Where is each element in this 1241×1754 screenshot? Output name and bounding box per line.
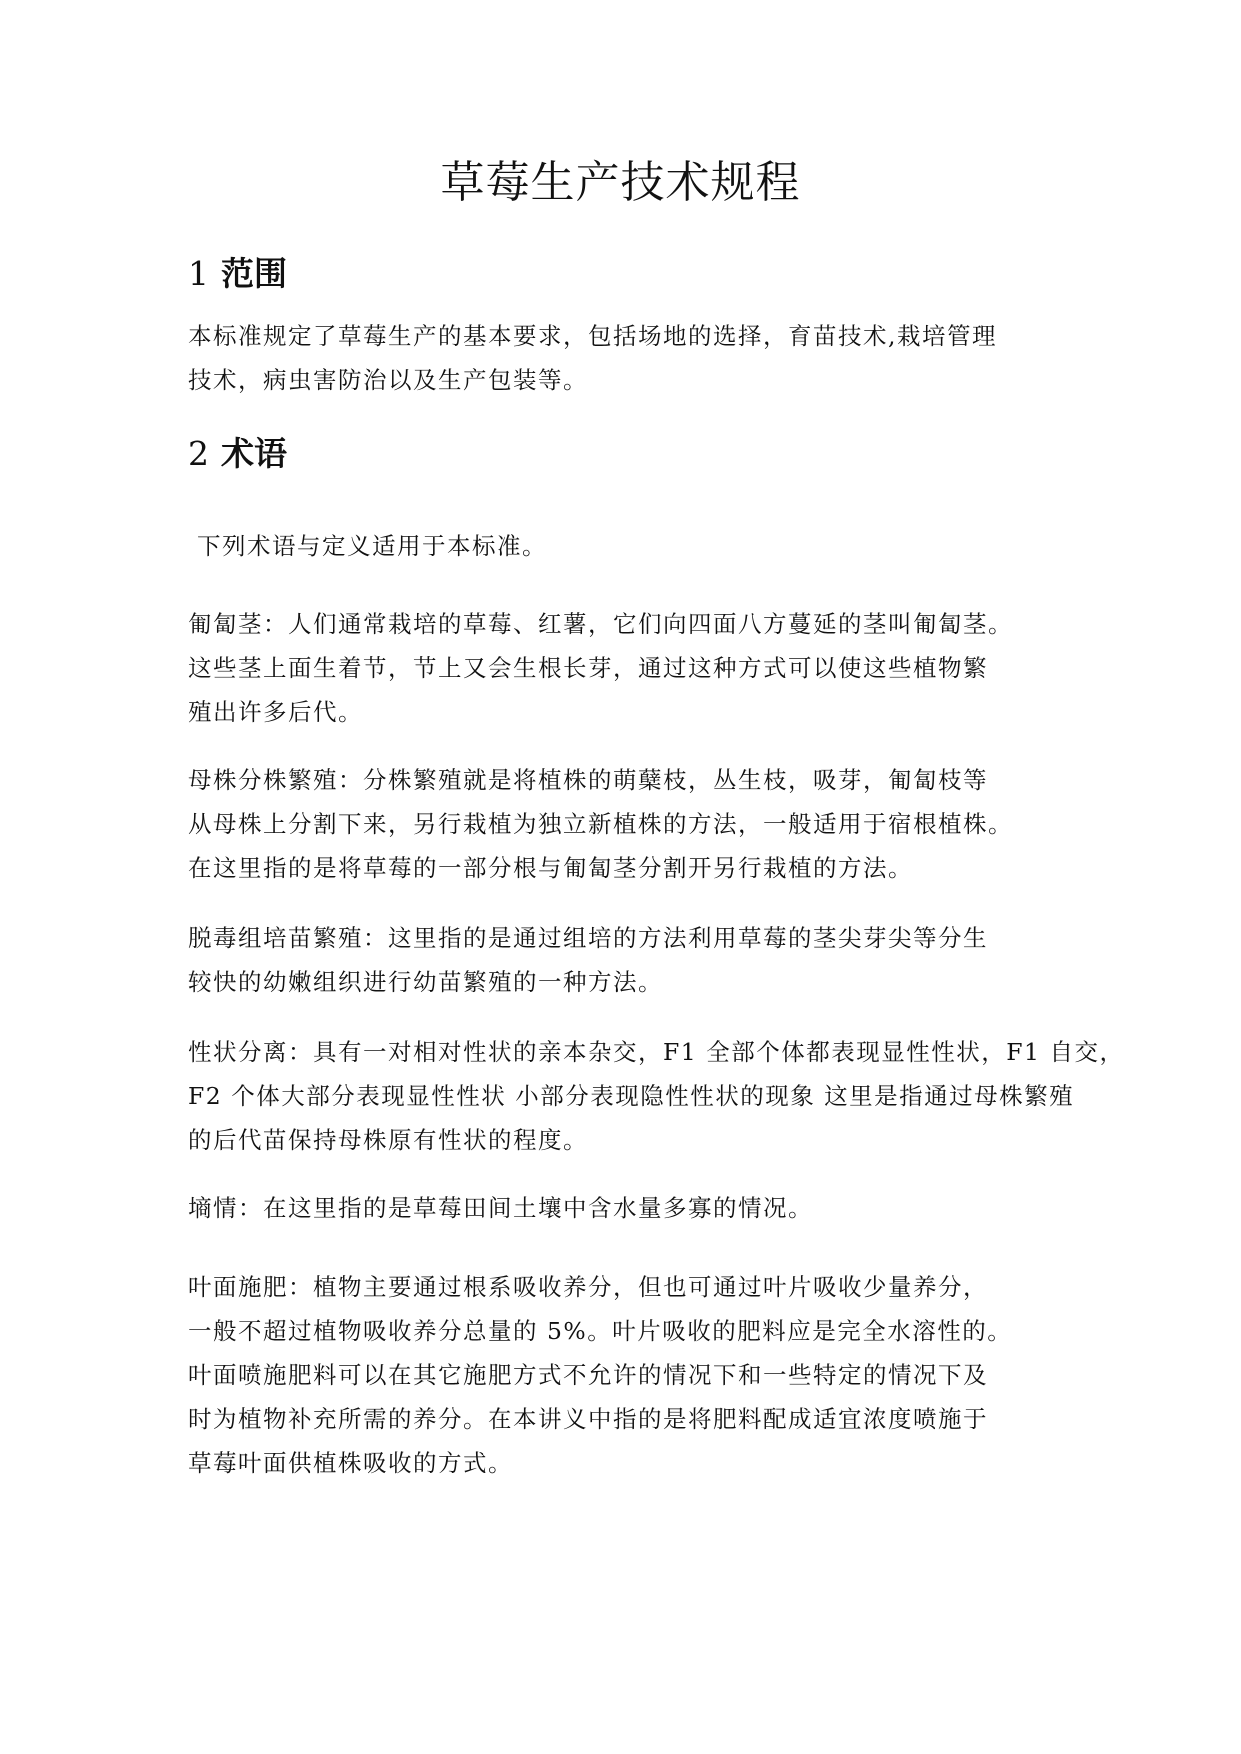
paragraph-stolon (188, 602, 1068, 734)
paragraph-scope (188, 314, 1068, 402)
paragraph-line: 母株分株繁殖：分株繁殖就是将植株的萌蘖枝，丛生枝，吸芽，匍匐枝等 (188, 766, 988, 794)
paragraph-line: 叶面施肥：植物主要通过根系吸收养分，但也可通过叶片吸收少量养分， (188, 1273, 988, 1301)
paragraph-line: 的后代苗保持母株原有性状的程度。 (188, 1126, 588, 1154)
paragraph-line: 技术，病虫害防治以及生产包装等。 (188, 366, 588, 394)
paragraph-line: 从母株上分割下来，另行栽植为独立新植株的方法，一般适用于宿根植株。 (188, 810, 1013, 838)
section-number: 2 (188, 434, 209, 473)
section-title: 范围 (221, 254, 287, 293)
section-number: 1 (188, 254, 209, 293)
paragraph-foliar-fertilization (188, 1265, 1068, 1485)
paragraph-line: F2 个体大部分表现显性性状 小部分表现隐性性状的现象 这里是指通过母株繁殖 (188, 1082, 1075, 1110)
section-heading-scope (188, 252, 287, 296)
paragraph-line: 本标准规定了草莓生产的基本要求，包括场地的选择，育苗技术,栽培管理 (188, 322, 997, 350)
paragraph-terms-intro (188, 524, 1068, 568)
paragraph-line: 性状分离：具有一对相对性状的亲本杂交，F1 全部个体都表现显性性状，F1 自交， (188, 1038, 1125, 1066)
paragraph-trait-segregation (188, 1030, 1125, 1162)
section-title: 术语 (221, 434, 287, 473)
paragraph-line: 叶面喷施肥料可以在其它施肥方式不允许的情况下和一些特定的情况下及 (188, 1361, 988, 1389)
section-heading-terms (188, 432, 287, 476)
paragraph-line: 脱毒组培苗繁殖：这里指的是通过组培的方法利用草莓的茎尖芽尖等分生 (188, 924, 988, 952)
paragraph-line: 下列术语与定义适用于本标准。 (188, 532, 547, 560)
paragraph-line: 墒情：在这里指的是草莓田间土壤中含水量多寡的情况。 (188, 1194, 813, 1222)
paragraph-line: 一般不超过植物吸收养分总量的 5%。叶片吸收的肥料应是完全水溶性的。 (188, 1317, 1013, 1345)
paragraph-line: 这些茎上面生着节，节上又会生根长芽，通过这种方式可以使这些植物繁 (188, 654, 988, 682)
paragraph-line: 匍匐茎：人们通常栽培的草莓、红薯，它们向四面八方蔓延的茎叫匍匐茎。 (188, 610, 1013, 638)
paragraph-line: 时为植物补充所需的养分。在本讲义中指的是将肥料配成适宜浓度喷施于 (188, 1405, 988, 1433)
paragraph-mother-plant-division (188, 758, 1068, 890)
document-title: 草莓生产技术规程 (440, 157, 801, 208)
paragraph-tissue-culture (188, 916, 1068, 1004)
paragraph-line: 较快的幼嫩组织进行幼苗繁殖的一种方法。 (188, 968, 663, 996)
paragraph-soil-moisture (188, 1186, 1068, 1230)
paragraph-line: 在这里指的是将草莓的一部分根与匍匐茎分割开另行栽植的方法。 (188, 854, 913, 882)
paragraph-line: 草莓叶面供植株吸收的方式。 (188, 1449, 513, 1477)
paragraph-line: 殖出许多后代。 (188, 698, 363, 726)
